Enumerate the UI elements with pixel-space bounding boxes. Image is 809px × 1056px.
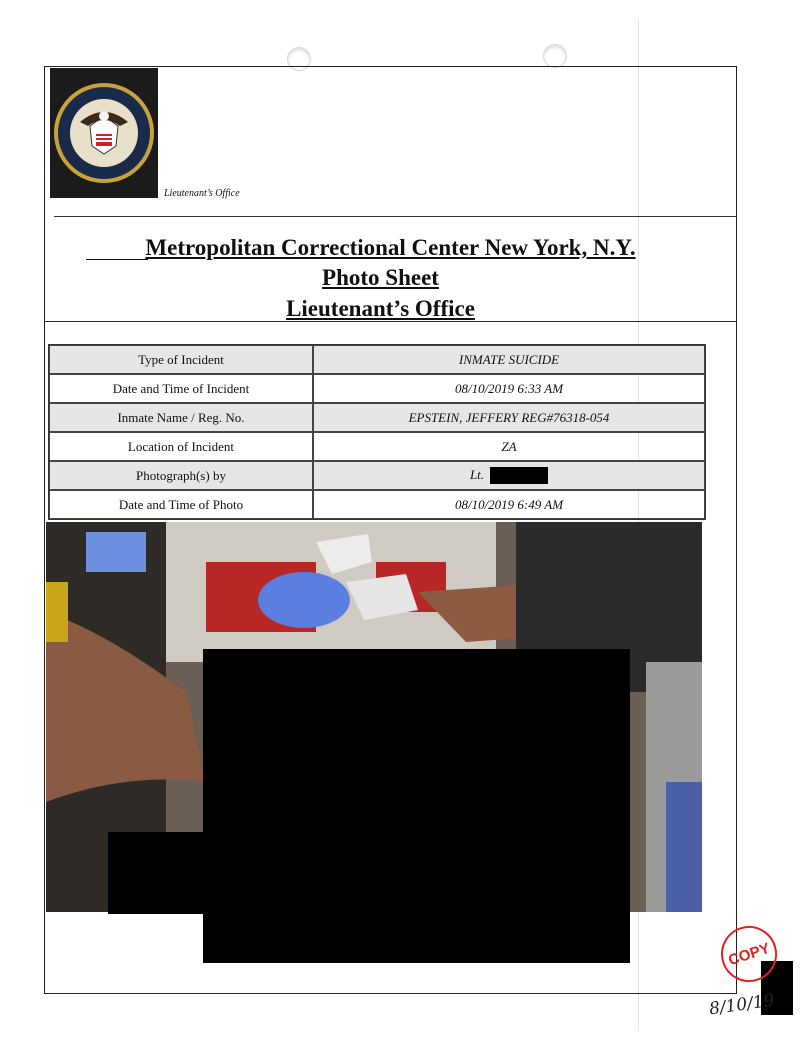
- table-row: [49, 432, 705, 461]
- row-label: Photograph(s) by: [49, 461, 313, 490]
- photographer-prefix: Lt.: [469, 466, 485, 482]
- redaction-block-large: [203, 649, 630, 963]
- handwritten-date: 8/10/19: [707, 990, 776, 1020]
- row-label: Date and Time of Photo: [49, 490, 313, 519]
- sheet-title: Photo Sheet: [322, 265, 439, 290]
- punch-hole-right: [543, 44, 567, 68]
- row-value: ZA: [313, 432, 705, 461]
- table-row: [49, 403, 705, 432]
- table-row: [49, 374, 705, 403]
- row-label: Location of Incident: [49, 432, 313, 461]
- header-rule: [54, 216, 737, 217]
- row-value: INMATE SUICIDE: [313, 345, 705, 374]
- row-label: Date and Time of Incident: [49, 374, 313, 403]
- incident-info-table: [48, 344, 706, 520]
- table-row: [49, 490, 705, 519]
- row-value: 08/10/2019 6:49 AM: [313, 490, 705, 519]
- row-value: 08/10/2019 6:33 AM: [313, 374, 705, 403]
- row-value: [313, 461, 705, 490]
- row-value: EPSTEIN, JEFFERY REG#76318-054: [313, 403, 705, 432]
- row-label: Type of Incident: [49, 345, 313, 374]
- copy-stamp: COPY: [714, 919, 785, 990]
- row-label: Inmate Name / Reg. No.: [49, 403, 313, 432]
- office-title: Lieutenant’s Office: [286, 296, 475, 321]
- table-row: [49, 461, 705, 490]
- redaction-block-small: [108, 832, 208, 914]
- office-label-small: Lieutenant’s Office: [164, 188, 240, 199]
- facility-title: Metropolitan Correctional Center New York, N.Y.: [145, 235, 636, 260]
- table-row: [49, 345, 705, 374]
- redaction-block: [490, 467, 548, 484]
- bop-seal: [50, 68, 158, 198]
